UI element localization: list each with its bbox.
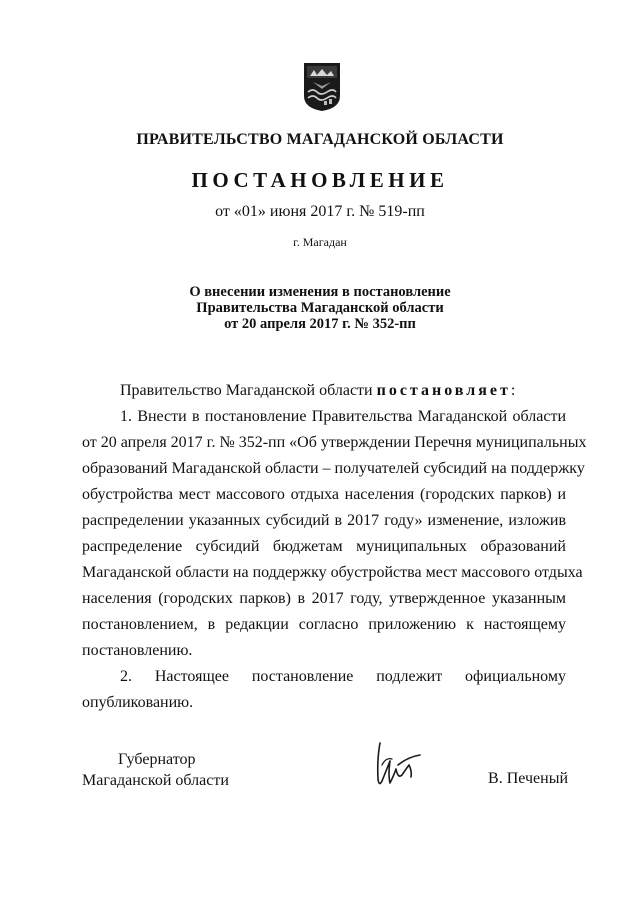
paragraph-line: опубликованию. xyxy=(82,694,194,711)
paragraph-line: 1. Внести в постановление Правительства Магаданской области xyxy=(120,408,566,425)
paragraph-line: постановлением, в редакции согласно приложению к настоящему xyxy=(82,616,566,633)
subject-heading xyxy=(0,284,640,332)
city: г. Магадан xyxy=(293,235,347,249)
document-type: ПОСТАНОВЛЕНИЕ xyxy=(191,168,449,192)
paragraph-line: образований Магаданской области – получателей субсидий на поддержку xyxy=(82,460,585,477)
intro-line xyxy=(82,378,566,404)
handwritten-signature xyxy=(368,735,428,795)
subject-line: от 20 апреля 2017 г. № 352-пп xyxy=(224,316,416,332)
paragraph-line: распределении указанных субсидий в 2017 году» изменение, изложив xyxy=(82,512,566,529)
paragraph-line: от 20 апреля 2017 г. № 352-пп «Об утверждении Перечня муниципальных xyxy=(82,434,587,451)
date-number-line: от «01» июня 2017 г. № 519-пп xyxy=(215,203,425,220)
organization-title: ПРАВИТЕЛЬСТВО МАГАДАНСКОЙ ОБЛАСТИ xyxy=(136,131,504,148)
paragraph-line: распределение субсидий бюджетам муниципальных образований xyxy=(82,538,566,555)
paragraph-line: обустройства мест массового отдыха населения (городских парков) и xyxy=(82,486,566,503)
intro-colon: : xyxy=(510,382,516,399)
signatory-title xyxy=(82,749,229,791)
subject-line: О внесении изменения в постановление xyxy=(189,284,451,300)
signatory-title-line: Магаданской области xyxy=(82,772,229,789)
decree-word: постановляет xyxy=(376,382,511,399)
signatory-name: В. Печеный xyxy=(488,770,568,787)
subject-line: Правительства Магаданской области xyxy=(196,300,444,316)
document-body xyxy=(82,378,587,716)
paragraph-line: населения (городских парков) в 2017 году, утвержденное указанным xyxy=(82,590,566,607)
signatory-title-line: Губернатор xyxy=(118,751,196,768)
coat-of-arms-icon xyxy=(303,62,341,112)
paragraph-line: постановлению. xyxy=(82,642,193,659)
paragraph-line: Магаданской области на поддержку обустройства мест массового отдыха xyxy=(82,564,583,581)
paragraph-line: 2. Настоящее постановление подлежит официальному xyxy=(120,668,566,685)
intro-text: Правительство Магаданской области xyxy=(120,382,377,399)
